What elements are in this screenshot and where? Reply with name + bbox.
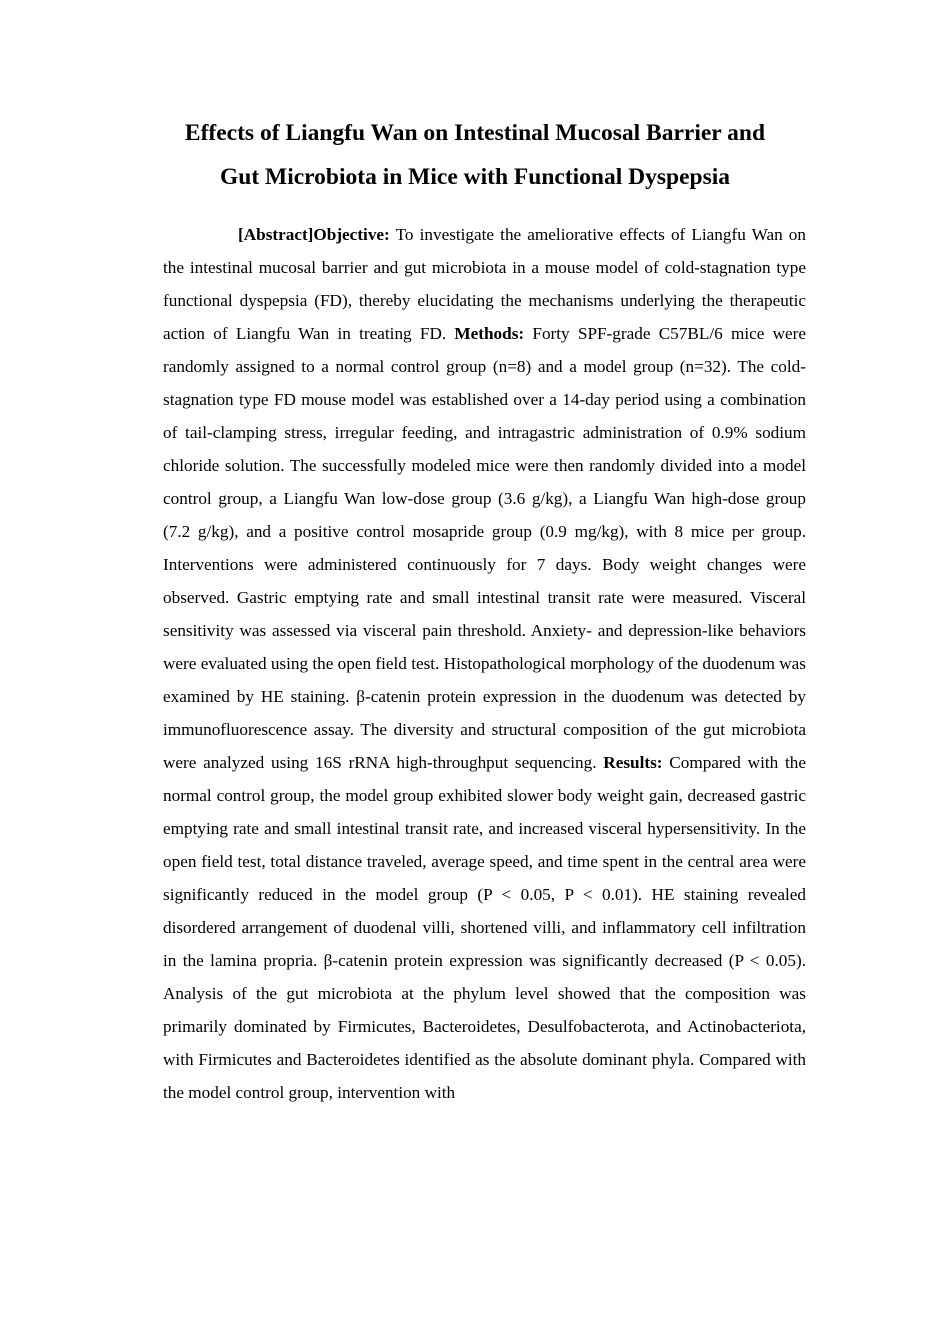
results-text: Compared with the normal control group, the model group exhibited slower body weight gain, decreased gastric emptying rate and small intestinal transit rate, and increased visceral hypersensitivity. In the open field test, total distance traveled, average speed, and time spent in the central area were significantly reduced in the model group (P < 0.05, P < 0.01). HE staining revealed disordered arrangement of duodenal villi, shortened villi, and inflammatory cell infiltration in the lamina propria. β-catenin protein expression was significantly decreased (P < 0.05). Analysis of the gut microbiota at the phylum level showed that the composition was primarily dominated by Firmicutes, Bacteroidetes, Desulfobacterota, and Actinobacteriota, with Firmicutes and Bacteroidetes identified as the absolute dominant phyla. Compared with the model control group, intervention with	[163, 753, 806, 1102]
abstract-label: [Abstract]	[238, 225, 314, 244]
paper-title	[120, 111, 830, 199]
methods-label: Methods:	[454, 324, 525, 343]
paper-title-line-2: Gut Microbiota in Mice with Functional Dyspepsia	[219, 164, 731, 190]
objective-text: To investigate the ameliorative effects of Liangfu Wan on the intestinal mucosal barrier and gut microbiota in a mouse model of cold-stagnation type functional dyspepsia (FD), thereby elucidating the mechanisms underlying the therapeutic action of Liangfu Wan in treating FD.	[163, 225, 806, 343]
paper-title-line-1: Effects of Liangfu Wan on Intestinal Mucosal Barrier and	[184, 120, 766, 146]
results-label: Results:	[603, 753, 663, 772]
methods-text: Forty SPF-grade C57BL/6 mice were randomly assigned to a normal control group (n=8) and a model group (n=32). The cold-stagnation type FD mouse model was established over a 14-day period using a combination of tail-clamping stress, irregular feeding, and intragastric administration of 0.9% sodium chloride solution. The successfully modeled mice were then randomly divided into a model control group, a Liangfu Wan low-dose group (3.6 g/kg), a Liangfu Wan high-dose group (7.2 g/kg), and a positive control mosapride group (0.9 mg/kg), with 8 mice per group. Interventions were administered continuously for 7 days. Body weight changes were observed. Gastric emptying rate and small intestinal transit rate were measured. Visceral sensitivity was assessed via visceral pain threshold. Anxiety- and depression-like behaviors were evaluated using the open field test. Histopathological morphology of the duodenum was examined by HE staining. β-catenin protein expression in the duodenum was detected by immunofluorescence assay. The diversity and structural composition of the gut microbiota were analyzed using 16S rRNA high-throughput sequencing.	[163, 324, 807, 772]
objective-label: Objective:	[313, 225, 390, 244]
abstract-paragraph	[163, 218, 806, 1109]
